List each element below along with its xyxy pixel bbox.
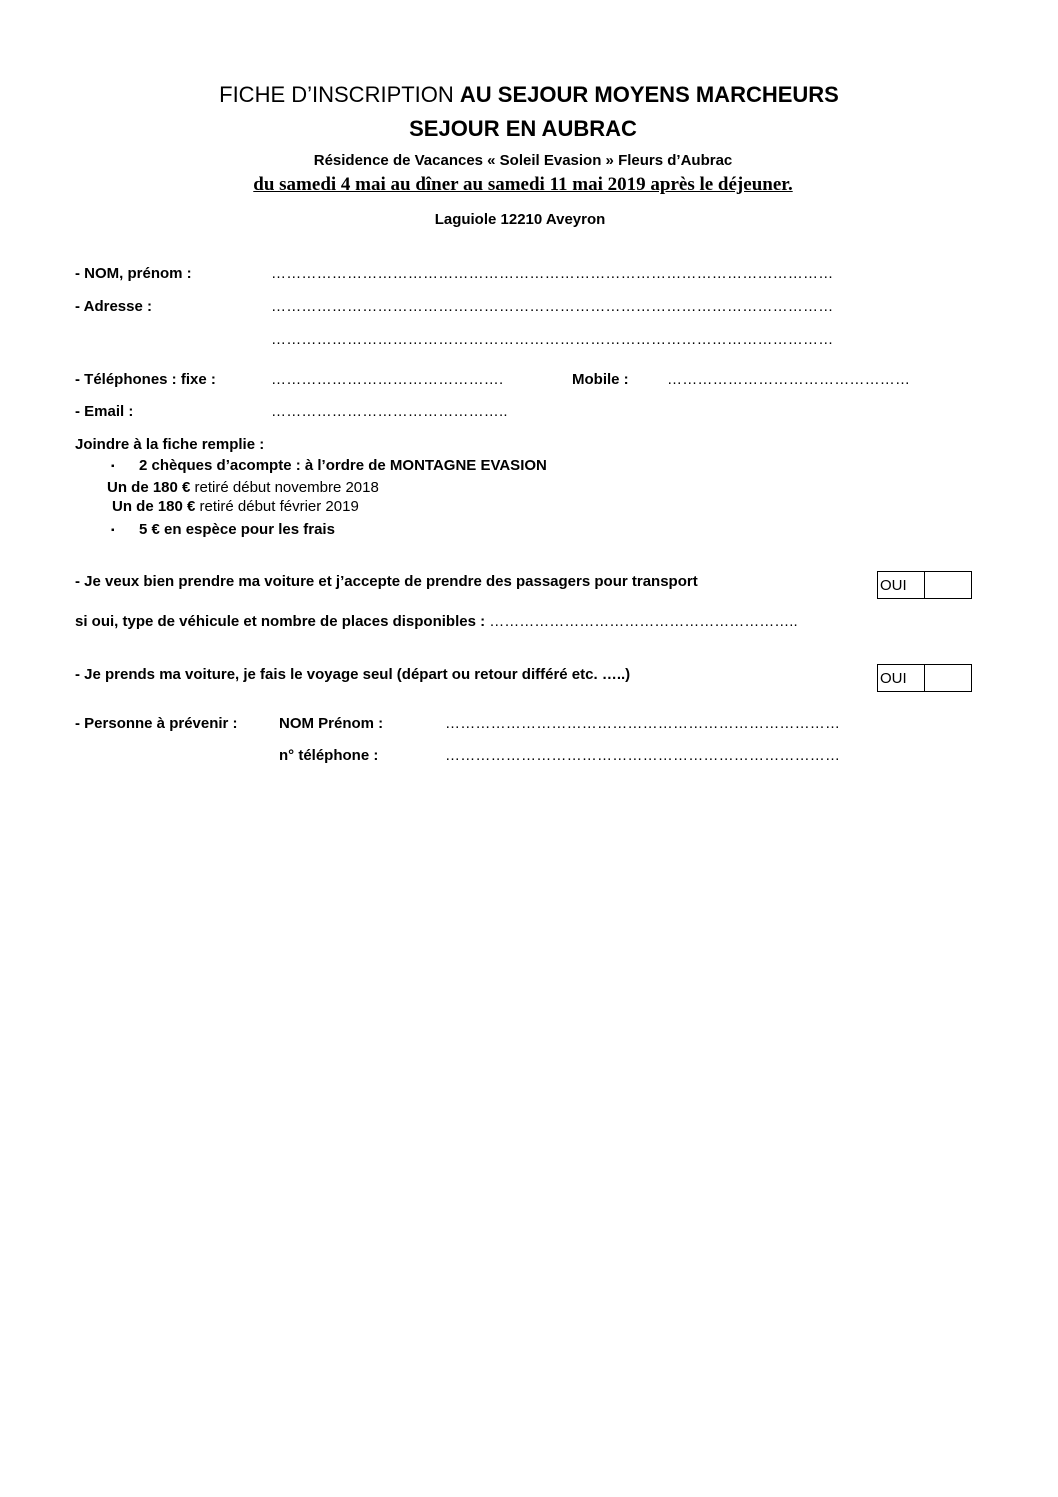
- vehicle-info-field[interactable]: ……………………………………………………..: [489, 613, 798, 630]
- contact-phone-label: n° téléphone :: [279, 747, 379, 764]
- contact-name-label: NOM Prénom :: [279, 715, 384, 732]
- adresse-label: - Adresse :: [75, 298, 152, 315]
- cheque-1-amount: Un de 180 €: [107, 479, 191, 496]
- cheque-1-date: retiré début novembre 2018: [190, 479, 379, 496]
- oui-label: OUI: [878, 572, 925, 598]
- residence-line: Résidence de Vacances « Soleil Evasion » Fleurs d’Aubrac: [313, 152, 733, 169]
- contact-phone-field[interactable]: ……………………………………………………………………: [445, 747, 841, 764]
- email-field[interactable]: ………………………………………..: [271, 403, 508, 420]
- vehicle-info-label: [75, 613, 798, 630]
- nom-label: - NOM, prénom :: [75, 265, 192, 282]
- oui-label: OUI: [878, 665, 925, 691]
- cheque-line-1: [107, 479, 379, 496]
- telephone-field[interactable]: ……………………………………….: [271, 371, 504, 388]
- bullet-icon: ▪: [111, 525, 115, 536]
- cheque-2-amount: Un de 180 €: [112, 498, 196, 515]
- oui-tick-cell[interactable]: [925, 572, 971, 598]
- contact-label: - Personne à prévenir :: [75, 715, 238, 732]
- mobile-field[interactable]: …………………………………………: [667, 371, 911, 388]
- title-part-regular: FICHE D’INSCRIPTION: [219, 82, 460, 107]
- telephone-label: - Téléphones : fixe :: [75, 371, 216, 388]
- attachments-heading: Joindre à la fiche remplie :: [75, 436, 265, 453]
- nom-field[interactable]: …………………………………………………………………………………………………: [271, 265, 834, 282]
- adresse-field-line1[interactable]: …………………………………………………………………………………………………: [271, 298, 834, 315]
- adresse-field-line2[interactable]: …………………………………………………………………………………………………: [271, 331, 834, 348]
- oui-tick-cell[interactable]: [925, 665, 971, 691]
- page-subtitle: SEJOUR EN AUBRAC: [409, 116, 637, 141]
- title-part-bold: AU SEJOUR MOYENS MARCHEURS: [459, 82, 839, 107]
- email-label: - Email :: [75, 403, 134, 420]
- transport-question-1: - Je veux bien prendre ma voiture et j’accepte de prendre des passagers pour transport: [75, 573, 698, 590]
- dates-line: du samedi 4 mai au dîner au samedi 11 mai 2019 après le déjeuner.: [253, 174, 793, 195]
- cheque-line-2: [112, 498, 359, 515]
- bullet-icon: ▪: [111, 461, 115, 472]
- attachment-cheques: 2 chèques d’acompte : à l’ordre de MONTAGNE EVASION: [139, 457, 547, 474]
- oui-checkbox-2[interactable]: [877, 664, 972, 692]
- vehicle-info-text: si oui, type de véhicule et nombre de places disponibles :: [75, 613, 490, 630]
- page-title: [0, 82, 1058, 108]
- mobile-label: Mobile :: [572, 371, 629, 388]
- contact-name-field[interactable]: ……………………………………………………………………: [445, 715, 841, 732]
- place-line: Laguiole 12210 Aveyron: [434, 211, 606, 228]
- transport-question-2: - Je prends ma voiture, je fais le voyage seul (départ ou retour différé etc. …..): [75, 666, 631, 683]
- cheque-2-date: retiré début février 2019: [195, 498, 359, 515]
- attachment-fees: 5 € en espèce pour les frais: [139, 521, 335, 538]
- oui-checkbox-1[interactable]: [877, 571, 972, 599]
